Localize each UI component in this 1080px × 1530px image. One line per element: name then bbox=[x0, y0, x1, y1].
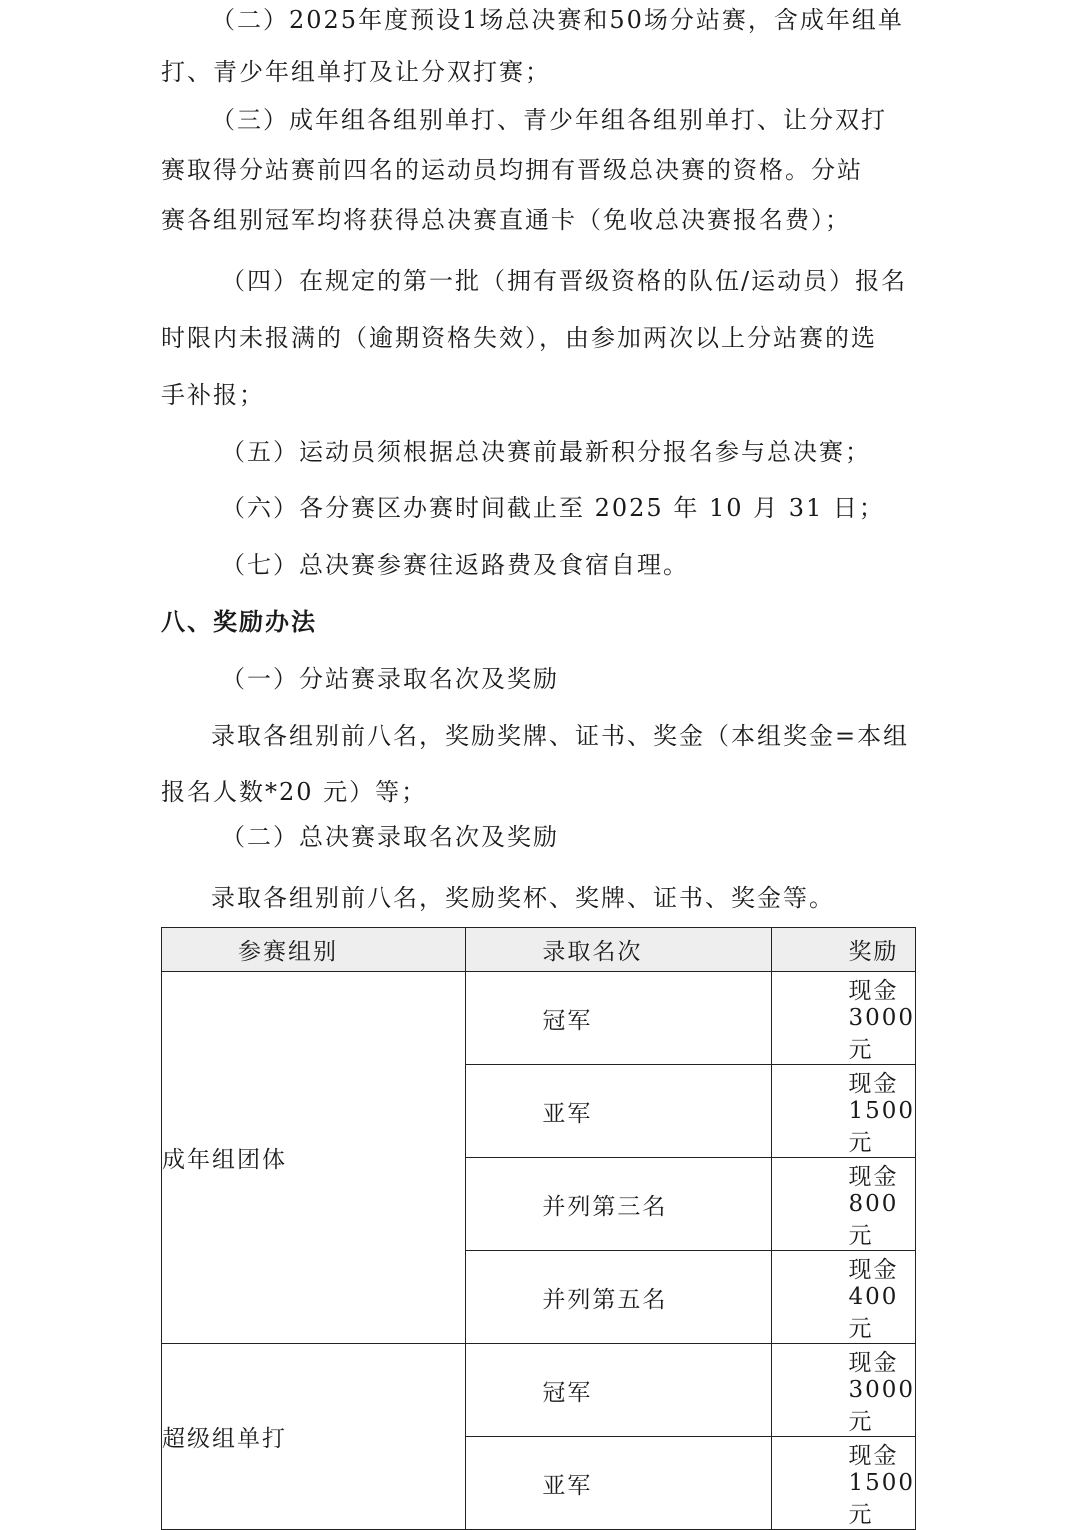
prize-cell: 现金800元 bbox=[772, 1158, 916, 1251]
rank-cell: 并列第三名 bbox=[466, 1158, 772, 1251]
subsection-2-text: 录取各组别前八名，奖励奖杯、奖牌、证书、奖金等。 bbox=[211, 884, 835, 912]
table-row bbox=[162, 972, 916, 1065]
subsection-1-title: （一）分站赛录取名次及奖励 bbox=[221, 665, 559, 693]
group-name: 超级组单打 bbox=[162, 1344, 466, 1530]
paragraph-4-line-2: 时限内未报满的（逾期资格失效），由参加两次以上分站赛的选 bbox=[161, 324, 877, 352]
rank-cell: 冠军 bbox=[466, 1344, 772, 1437]
paragraph-5: （五）运动员须根据总决赛前最新积分报名参与总决赛； bbox=[221, 438, 871, 466]
prize-cell: 现金3000元 bbox=[772, 972, 916, 1065]
paragraph-3-line-3: 赛各组别冠军均将获得总决赛直通卡（免收总决赛报名费）； bbox=[161, 206, 851, 234]
prize-cell: 现金1500元 bbox=[772, 1065, 916, 1158]
paragraph-2-line-1: （二）2025年度预设1场总决赛和50场分站赛，含成年组单 bbox=[211, 6, 904, 34]
paragraph-6: （六）各分赛区办赛时间截止至 2025 年 10 月 31 日； bbox=[221, 494, 885, 522]
section-8-heading: 八、奖励办法 bbox=[161, 608, 317, 636]
paragraph-7: （七）总决赛参赛往返路费及食宿自理。 bbox=[221, 551, 689, 579]
paragraph-4-line-1: （四）在规定的第一批（拥有晋级资格的队伍/运动员）报名 bbox=[221, 267, 908, 295]
header-group: 参赛组别 bbox=[162, 928, 466, 972]
paragraph-4-line-3: 手补报； bbox=[161, 381, 265, 409]
table-header-row bbox=[162, 928, 916, 972]
prize-cell: 现金3000元 bbox=[772, 1344, 916, 1437]
prize-table bbox=[161, 927, 916, 1530]
rank-cell: 并列第五名 bbox=[466, 1251, 772, 1344]
group-name: 成年组团体 bbox=[162, 972, 466, 1344]
paragraph-3-line-1: （三）成年组各组别单打、青少年组各组别单打、让分双打 bbox=[211, 106, 887, 134]
header-rank: 录取名次 bbox=[466, 928, 772, 972]
rank-cell: 亚军 bbox=[466, 1065, 772, 1158]
subsection-1-text-line-2: 报名人数*20 元）等； bbox=[161, 778, 428, 806]
rank-cell: 亚军 bbox=[466, 1437, 772, 1530]
header-prize: 奖励 bbox=[772, 928, 916, 972]
table-row bbox=[162, 1344, 916, 1437]
subsection-2-title: （二）总决赛录取名次及奖励 bbox=[221, 823, 559, 851]
rank-cell: 冠军 bbox=[466, 972, 772, 1065]
paragraph-2-line-2: 打、青少年组单打及让分双打赛； bbox=[161, 58, 551, 86]
prize-cell: 现金400元 bbox=[772, 1251, 916, 1344]
paragraph-3-line-2: 赛取得分站赛前四名的运动员均拥有晋级总决赛的资格。分站 bbox=[161, 156, 863, 184]
prize-cell: 现金1500元 bbox=[772, 1437, 916, 1530]
subsection-1-text-line-1: 录取各组别前八名，奖励奖牌、证书、奖金（本组奖金=本组 bbox=[211, 722, 910, 750]
